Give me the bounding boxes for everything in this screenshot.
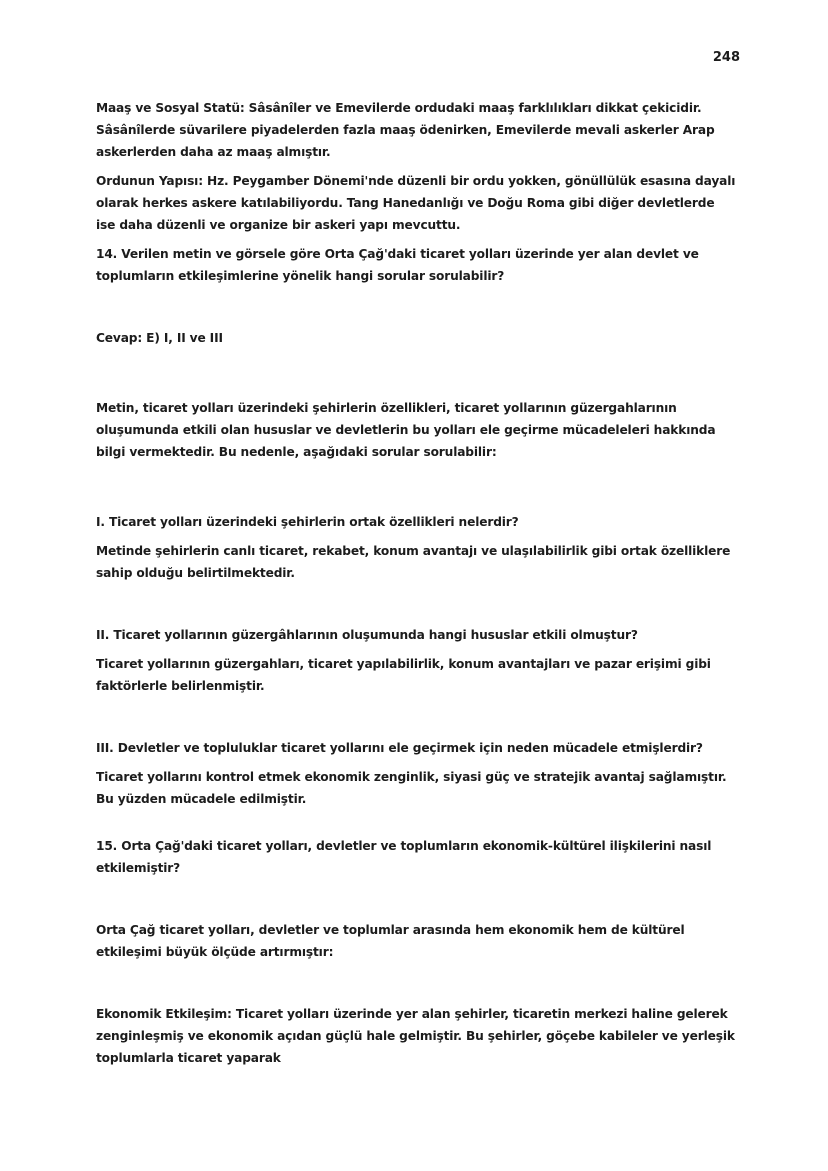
question-14: 14. Verilen metin ve görsele göre Orta Çağ'daki ticaret yolları üzerinde yer alan devlet ve toplumların etkileşimlerine yönelik hangi sorular sorulabilir? (96, 247, 699, 283)
answer-14: Cevap: E) I, II ve III (96, 331, 223, 345)
sub-answer-2: Ticaret yollarının güzergahları, ticaret yapılabilirlik, konum avantajları ve pazar erişimi gibi faktörlerle belirlenmiştir. (96, 657, 711, 693)
document-body (96, 97, 736, 1069)
paragraph-trade-interaction: Orta Çağ ticaret yolları, devletler ve toplumlar arasında hem ekonomik hem de kültürel etkileşimi büyük ölçüde artırmıştır: (96, 923, 685, 959)
sub-question-3: III. Devletler ve topluluklar ticaret yollarını ele geçirmek için neden mücadele etmişlerdir? (96, 741, 703, 755)
page-number: 248 (712, 50, 740, 65)
paragraph-salary-status: Maaş ve Sosyal Statü: Sâsânîler ve Emevilerde ordudaki maaş farklılıkları dikkat çekicidir. Sâsânîlerde süvarilere piyadelerden fazla maaş ödenirken, Emevilerde mevali askerler Arap askerlerden daha az maaş almıştır. (96, 101, 715, 159)
question-15: 15. Orta Çağ'daki ticaret yolları, devletler ve toplumların ekonomik-kültürel ilişkilerini nasıl etkilemiştir? (96, 839, 712, 875)
sub-question-1: I. Ticaret yolları üzerindeki şehirlerin ortak özellikleri nelerdir? (96, 515, 519, 529)
sub-question-2: II. Ticaret yollarının güzergâhlarının oluşumunda hangi hususlar etkili olmuştur? (96, 628, 638, 642)
sub-answer-3: Ticaret yollarını kontrol etmek ekonomik zenginlik, siyasi güç ve stratejik avantaj sağlamıştır. Bu yüzden mücadele edilmiştir. (96, 770, 727, 806)
paragraph-economic-interaction: Ekonomik Etkileşim: Ticaret yolları üzerinde yer alan şehirler, ticaretin merkezi haline gelerek zenginleşmiş ve ekonomik açıdan güçlü hale gelmiştir. Bu şehirler, göçebe kabileler ve yerleşik toplumlarla ticaret yaparak (96, 1007, 735, 1065)
paragraph-army-structure: Ordunun Yapısı: Hz. Peygamber Dönemi'nde düzenli bir ordu yokken, gönüllülük esasına dayalı olarak herkes askere katılabiliyordu. Tang Hanedanlığı ve Doğu Roma gibi diğer devletlerde ise daha düzenli ve organize bir askeri yapı mevcuttu. (96, 174, 736, 232)
sub-answer-1: Metinde şehirlerin canlı ticaret, rekabet, konum avantajı ve ulaşılabilirlik gibi ortak özelliklere sahip olduğu belirtilmektedir. (96, 544, 731, 580)
paragraph-explanation: Metin, ticaret yolları üzerindeki şehirlerin özellikleri, ticaret yollarının güzergahlarının oluşumunda etkili olan hususlar ve devletlerin bu yolları ele geçirme mücadeleleri hakkında bilgi vermektedir. Bu nedenle, aşağıdaki sorular sorulabilir: (96, 401, 716, 459)
